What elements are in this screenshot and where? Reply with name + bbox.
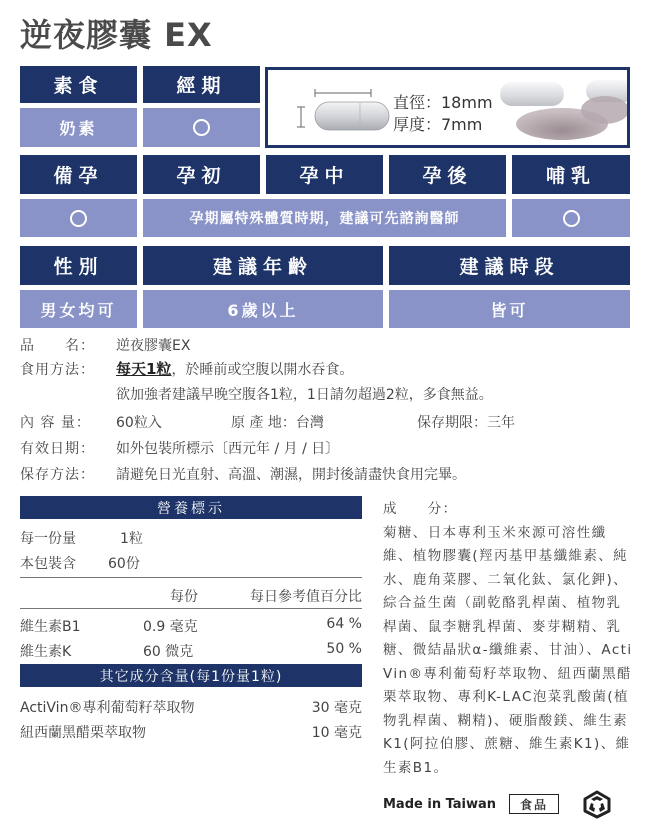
info-expiry-value: 如外包裝所標示〔西元年 / 月 / 日〕	[116, 441, 340, 457]
nutrition-header-label: 營養標示	[157, 500, 225, 517]
other-ingredient-amount: 10 毫克	[311, 725, 362, 741]
info-name-label: 品 名：	[20, 338, 95, 354]
period-value	[143, 108, 260, 147]
servings-per-pack-label: 本包裝含	[20, 556, 76, 572]
serving-size-value: 1粒	[120, 531, 143, 547]
nutrient-amount: 0.9 毫克	[143, 619, 198, 635]
age-header-label: 建議年齡	[212, 256, 313, 278]
food-mark-label: 食品	[519, 797, 548, 812]
info-name	[20, 335, 190, 355]
age-header	[143, 246, 383, 285]
info-origin-label: 原 產 地：	[231, 415, 296, 431]
period-header-label: 經期	[176, 75, 227, 97]
nutrient-name: 維生素B1	[20, 619, 81, 635]
breastfeeding-value	[512, 199, 630, 237]
info-shelf-label: 保存期限：	[417, 415, 487, 431]
nutrient-percent: 64 %	[326, 616, 362, 632]
col-per-serving: 每份	[170, 589, 198, 605]
gender-header-label: 性別	[53, 256, 104, 278]
ingredients-text: 菊糖、日本專利玉米來源可溶性纖維、植物膠囊(羥丙基甲基纖維素、純水、鹿角菜膠、二氧化鈦、氯化鉀)、綜合益生菌（副乾酪乳桿菌、植物乳桿菌、鼠李糖乳桿菌、麥芽糊精、乳糖、微結晶狀α-纖維素、甘油）、ActiVin®專利葡萄籽萃取物、紐西蘭黑醋栗萃取物、專利K-LAC泡菜乳酸菌(植物乳桿菌、糊精)、硬脂酸鎂、維生素K1(阿拉伯膠、蔗糖、維生素K1)、維生素B1。	[383, 524, 633, 776]
time-value	[389, 290, 630, 328]
serving-size-row	[20, 528, 362, 548]
pregnancy-prep-label: 備孕	[53, 165, 104, 187]
ingredients-label: 成 分：	[383, 501, 458, 517]
ok-circle-icon	[563, 210, 580, 227]
time-header	[389, 246, 630, 285]
servings-per-pack-value: 60份	[108, 556, 140, 572]
gender-value-label: 男女均可	[40, 300, 117, 320]
ok-circle-icon	[193, 119, 210, 136]
nutrient-row	[20, 641, 362, 661]
other-ingredients-header	[20, 664, 362, 687]
nutrition-divider	[20, 608, 362, 609]
info-content-value: 60粒入	[116, 415, 162, 431]
info-storage-value: 請避免日光直射、高溫、潮濕，開封後請盡快食用完畢。	[116, 467, 466, 483]
info-content-line	[20, 412, 162, 432]
recycle-icon	[581, 789, 613, 819]
info-method-label: 食用方法：	[20, 362, 95, 378]
product-title: 逆夜膠囊 EX	[20, 16, 213, 54]
info-origin-value: 台灣	[295, 415, 324, 431]
breastfeeding-header	[512, 155, 630, 194]
capsule-illustration	[265, 67, 630, 148]
veg-header-label: 素食	[53, 75, 104, 97]
age-value	[143, 290, 383, 328]
veg-value	[20, 108, 137, 147]
other-ingredient-name: ActiVin®專利葡萄籽萃取物	[20, 700, 195, 716]
other-ingredient-name: 紐西蘭黑醋栗萃取物	[20, 725, 146, 741]
breastfeeding-label: 哺乳	[545, 165, 596, 187]
veg-header	[20, 66, 137, 103]
pregnancy-late-header	[389, 155, 506, 194]
pregnancy-notice-text: 孕期屬特殊體質時期，建議可先諮詢醫師	[189, 211, 460, 227]
info-name-value: 逆夜膠囊EX	[116, 338, 191, 354]
pregnancy-prep-header	[20, 155, 137, 194]
pregnancy-mid-label: 孕中	[299, 165, 350, 187]
nutrient-row	[20, 616, 362, 636]
time-value-label: 皆可	[490, 300, 529, 320]
pregnancy-early-header	[143, 155, 260, 194]
servings-per-pack-row	[20, 553, 362, 573]
pregnancy-late-label: 孕後	[422, 165, 473, 187]
gender-header	[20, 246, 137, 285]
other-ingredients-label: 其它成分含量(每1份量1粒)	[99, 668, 283, 685]
info-method-extra	[116, 384, 493, 404]
capsule-diameter: 直徑：18mm	[393, 93, 493, 112]
info-origin	[231, 412, 324, 432]
pregnancy-mid-header	[266, 155, 383, 194]
col-daily-value: 每日參考值百分比	[250, 589, 362, 605]
info-expiry	[20, 438, 339, 458]
pregnancy-early-label: 孕初	[176, 165, 227, 187]
pregnancy-notice	[143, 199, 506, 237]
time-header-label: 建議時段	[459, 256, 560, 278]
nutrition-divider	[20, 577, 362, 578]
ok-circle-icon	[70, 210, 87, 227]
capsule-thickness: 厚度：7mm	[393, 115, 483, 134]
other-ingredient-row	[20, 722, 362, 742]
gender-value	[20, 290, 137, 328]
info-expiry-label: 有效日期：	[20, 441, 95, 457]
info-method	[20, 358, 353, 379]
info-content-label: 內 容 量：	[20, 415, 91, 431]
age-value-label: 6歲以上	[227, 300, 299, 320]
period-header	[143, 66, 260, 103]
info-storage-label: 保存方法：	[20, 467, 95, 483]
info-method-rest: ，於睡前或空腹以開水吞食。	[171, 362, 354, 378]
veg-value-label: 奶素	[59, 119, 98, 138]
info-storage	[20, 464, 466, 484]
ingredients-block	[383, 498, 635, 780]
info-method-extra-text: 欲加強者建議早晚空腹各1粒，1日請勿超過2粒，多食無益。	[116, 387, 493, 403]
food-mark	[509, 794, 559, 814]
other-ingredient-amount: 30 毫克	[311, 700, 362, 716]
other-ingredient-row	[20, 697, 362, 717]
info-shelf-life	[417, 412, 515, 432]
made-in-taiwan: Made in Taiwan	[383, 797, 497, 812]
nutrient-percent: 50 %	[326, 641, 362, 657]
pregnancy-prep-value	[20, 199, 137, 237]
info-shelf-value: 三年	[487, 415, 515, 431]
nutrition-header	[20, 496, 362, 519]
nutrient-amount: 60 微克	[143, 644, 194, 660]
nutrient-name: 維生素K	[20, 644, 72, 660]
serving-size-label: 每一份量	[20, 531, 76, 547]
info-method-strong: 每天1粒	[116, 360, 172, 378]
